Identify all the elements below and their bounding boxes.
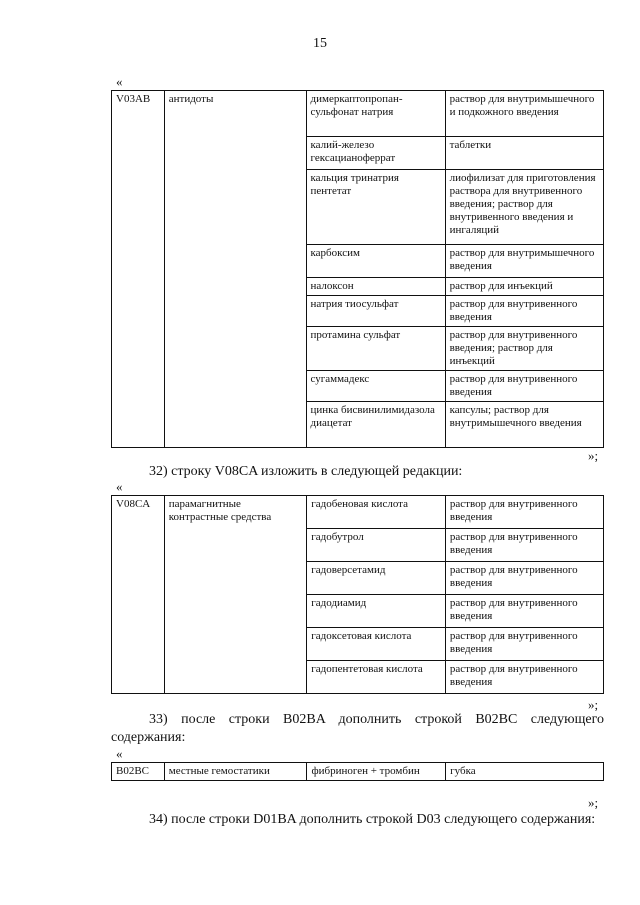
dosage-form-cell: раствор для внутривенного введения	[445, 371, 603, 402]
table-v08ca	[111, 495, 604, 694]
drug-cell: натрия тиосульфат	[306, 296, 445, 327]
dosage-form-cell: губка	[446, 763, 604, 781]
open-quote: «	[116, 746, 123, 761]
dosage-form-cell: раствор для внутривенного введения	[445, 529, 603, 562]
table-row	[112, 763, 604, 781]
dosage-form-cell: раствор для внутривенного введения; раствор для инъекций	[445, 327, 603, 371]
dosage-form-cell: раствор для внутривенного введения	[445, 296, 603, 327]
atc-code-cell: V08CA	[112, 496, 165, 694]
atc-code-cell: V03AB	[112, 91, 165, 448]
dosage-form-cell: раствор для внутривенного введения	[445, 661, 603, 694]
page-number: 15	[313, 36, 327, 51]
atc-code-cell: B02BC	[112, 763, 165, 781]
drug-cell: гадобеновая кислота	[307, 496, 446, 529]
open-quote: «	[116, 479, 123, 494]
dosage-form-cell: раствор для внутривенного введения	[445, 628, 603, 661]
table-v03ab	[111, 90, 604, 448]
table-b02bc	[111, 762, 604, 781]
paragraph-34: 34) после строки D01BA дополнить строкой D03 следующего содержания:	[149, 812, 596, 827]
table-row	[112, 496, 604, 529]
drug-cell: димеркаптопропан-сульфонат натрия	[306, 91, 445, 137]
dosage-form-cell: раствор для внутримышечного и подкожного введения	[445, 91, 603, 137]
drug-cell: гадобутрол	[307, 529, 446, 562]
dosage-form-cell: капсулы; раствор для внутримышечного введения	[445, 402, 603, 448]
drug-cell: налоксон	[306, 278, 445, 296]
dosage-form-cell: таблетки	[445, 137, 603, 170]
drug-cell: протамина сульфат	[306, 327, 445, 371]
group-cell: антидоты	[164, 91, 306, 448]
group-cell: местные гемостатики	[164, 763, 307, 781]
drug-cell: гадоверсетамид	[307, 562, 446, 595]
dosage-form-cell: раствор для инъекций	[445, 278, 603, 296]
open-quote: «	[116, 74, 123, 89]
drug-cell: гадопентетовая кислота	[307, 661, 446, 694]
close-quote: »;	[588, 448, 599, 463]
drug-cell: карбоксим	[306, 245, 445, 278]
dosage-form-cell: раствор для внутримышечного введения	[445, 245, 603, 278]
drug-cell: цинка бисвинилимидазола диацетат	[306, 402, 445, 448]
paragraph-32: 32) строку V08CA изложить в следующей редакции:	[149, 464, 463, 479]
dosage-form-cell: лиофилизат для приготовления раствора для внутривенного введения; раствор для внутривенного введения и ингаляций	[445, 170, 603, 245]
group-cell: парамагнитные контрастные средства	[164, 496, 307, 694]
table-row	[112, 91, 604, 137]
dosage-form-cell: раствор для внутривенного введения	[445, 595, 603, 628]
drug-cell: калий-железо гексацианоферрат	[306, 137, 445, 170]
drug-cell: кальция тринатрия пентетат	[306, 170, 445, 245]
drug-cell: сугаммадекс	[306, 371, 445, 402]
drug-cell: гадодиамид	[307, 595, 446, 628]
paragraph-33: 33) после строки B02BA дополнить строкой B02BC следующего содержания:	[111, 712, 604, 745]
drug-cell: фибриноген + тромбин	[307, 763, 446, 781]
drug-cell: гадоксетовая кислота	[307, 628, 446, 661]
close-quote: »;	[588, 795, 599, 810]
dosage-form-cell: раствор для внутривенного введения	[445, 496, 603, 529]
close-quote: »;	[588, 697, 599, 712]
dosage-form-cell: раствор для внутривенного введения	[445, 562, 603, 595]
